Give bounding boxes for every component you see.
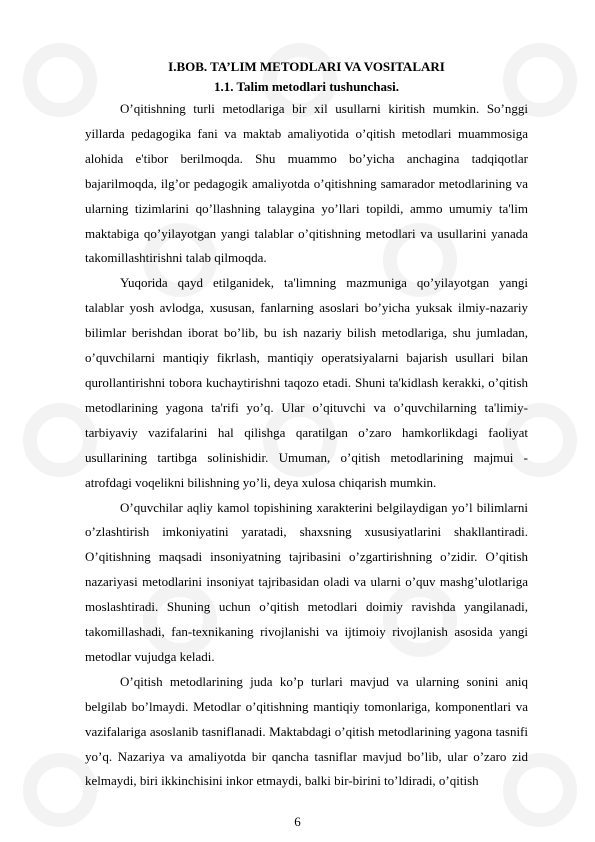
chapter-title: I.BOB. TA’LIM METODLARI VA VOSITALARI — [168, 59, 445, 74]
page-number: 6 — [294, 814, 301, 829]
section-title: 1.1. Talim metodlari tushunchasi. — [214, 79, 399, 94]
paragraph-1: O’qitishning turli metodlariga bir xil usullarni kiritish mumkin. So’nggi yillarda pedagogika fani va maktab amaliyotida o’qitish metodlari muammosiga alohida e'tibor berilmoqda. Shu muammo bo’yicha anchagina tadqiqotlar bajarilmoqda, ilg’or pedagogik amaliyotda o’qitishning samarador metodlarining va ularning tizimlarini qo’llashning talaygina yo’llari topildi, ammo umumiy ta'lim maktabiga qo’yilayotgan yangi talablar o’qitishning metodlari va usullarini yanada takomillashtirishni talab qilmoqda. — [85, 101, 528, 266]
paragraph-3: O’quvchilar aqliy kamol topishining xarakterini belgilaydigan yo’l bilimlarni o’zlashtirish imkoniyatini yaratadi, shaxsning xususiyatlarini shakllantiradi. O’qitishning maqsadi insoniyatning tajribasini o’zgartirishning o’zidir. O’qitish nazariyasi metodlarini insoniyat tajribasidan oladi va ularni o’quv mashg’ulotlariga moslashtiradi. Shuning uchun o’qitish metodlari doimiy ravishda yangilanadi, takomillashadi, fan-texnikaning rivojlanishi va ijtimoiy rivojlanish asosida yangi metodlar vujudga keladi. — [85, 499, 528, 664]
main-content — [85, 57, 528, 794]
paragraph-2: Yuqorida qayd etilganidek, ta'limning mazmuniga qo’yilayotgan yangi talablar yosh avlodga, xususan, fanlarning asoslari bo’yicha yuksak ilmiy-nazariy bilimlar berishdan iborat bo’lib, bu ish nazariy bilish metodlariga, shu jumladan, o’quvchilarni mantiqiy fikrlash, mantiqiy operatsiyalarni bajarish usullari bilan qurollantirishni tobora kuchaytirishni taqozo etadi. Shuni ta'kidlash kerakki, o’qitish metodlarining yagona ta'rifi yo’q. Ular o’qituvchi va o’quvchilarning ta'limiy-tarbiyaviy vazifalarini hal qilishga qaratilgan o’zaro hamkorlikdagi faoliyat usullarining tartibga solinishidir. Umuman, o’qitish metodlarining majmui - atrofdagi voqelikni bilishning yo’li, deya xulosa chiqarish mumkin. — [85, 275, 528, 490]
paragraph-4: O’qitish metodlarining juda ko’p turlari mavjud va ularning sonini aniq belgilab bo’lmaydi. Metodlar o’qitishning mantiqiy tomonlariga, komponentlari va vazifalariga asoslanib tasniflanadi. Maktabdagi o’qitish metodlarining yagona tasnifi yo’q. Nazariya va amaliyotda bir qancha tasniflar mavjud bo’lib, ular o’zaro zid kelmaydi, biri ikkinchisini inkor etmaydi, balki bir-birini to’ldiradi, o’qitish — [85, 673, 528, 789]
